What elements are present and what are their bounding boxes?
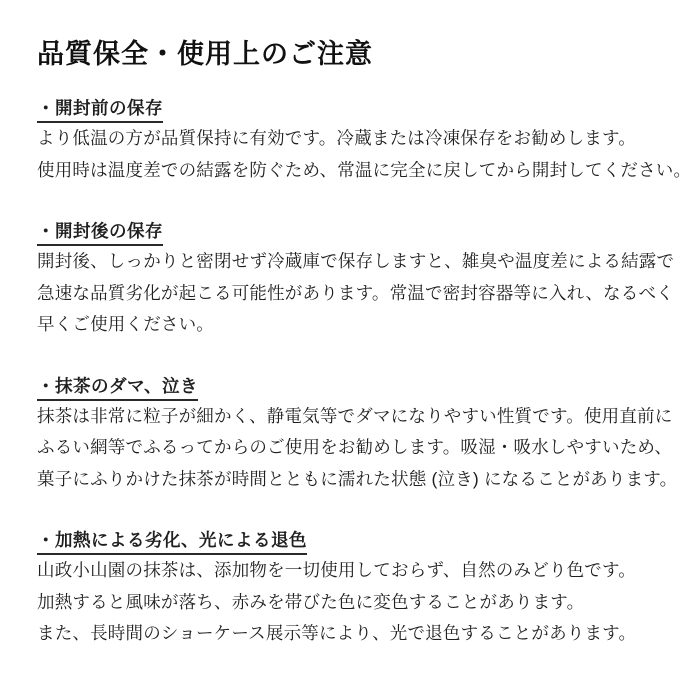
section-storage-before-opening <box>37 98 692 186</box>
section-body <box>37 555 688 650</box>
section-body <box>37 246 688 341</box>
section-heading: ・開封後の保存 <box>37 222 163 246</box>
body-line: 早くご使用ください。 <box>37 314 214 334</box>
section-heading: ・抹茶のダマ、泣き <box>37 377 198 401</box>
page-title: 品質保全・使用上のご注意 <box>37 39 373 69</box>
body-line: 菓子にふりかけた抹茶が時間とともに濡れた状態 (泣き) になることがあります。 <box>37 468 678 489</box>
section-matcha-lumps-and-weeping <box>37 377 688 496</box>
section-heading: ・開封前の保存 <box>37 99 163 123</box>
section-heading: ・加熱による劣化、光による退色 <box>37 531 307 555</box>
body-line: より低温の方が品質保持に有効です。冷蔵または冷凍保存をお勧めします。 <box>37 128 636 148</box>
section-storage-after-opening <box>37 222 688 341</box>
body-line: 抹茶は非常に粒子が細かく、静電気等でダマになりやすい性質です。使用直前に <box>37 405 673 426</box>
body-line: 加熱すると風味が落ち、赤みを帯びた色に変色することがあります。 <box>37 591 585 612</box>
body-line: 使用時は温度差での結露を防ぐため、常温に完全に戻してから開封してください。 <box>37 159 692 180</box>
body-line: 山政小山園の抹茶は、添加物を一切使用しておらず、自然のみどり色です。 <box>37 560 636 580</box>
section-body <box>37 123 692 186</box>
body-line: また、長時間のショーケース展示等により、光で退色することがあります。 <box>37 623 637 643</box>
section-body <box>37 401 688 496</box>
body-line: ふるい網等でふるってからのご使用をお勧めします。吸湿・吸水しやすいため、 <box>37 437 673 457</box>
body-line: 急速な品質劣化が起こる可能性があります。常温で密封容器等に入れ、なるべく <box>37 282 674 303</box>
body-line: 開封後、しっかりと密閉せず冷蔵庫で保存しますと、雑臭や温度差による結露で <box>37 251 675 271</box>
section-heat-and-light-degradation <box>37 531 688 650</box>
